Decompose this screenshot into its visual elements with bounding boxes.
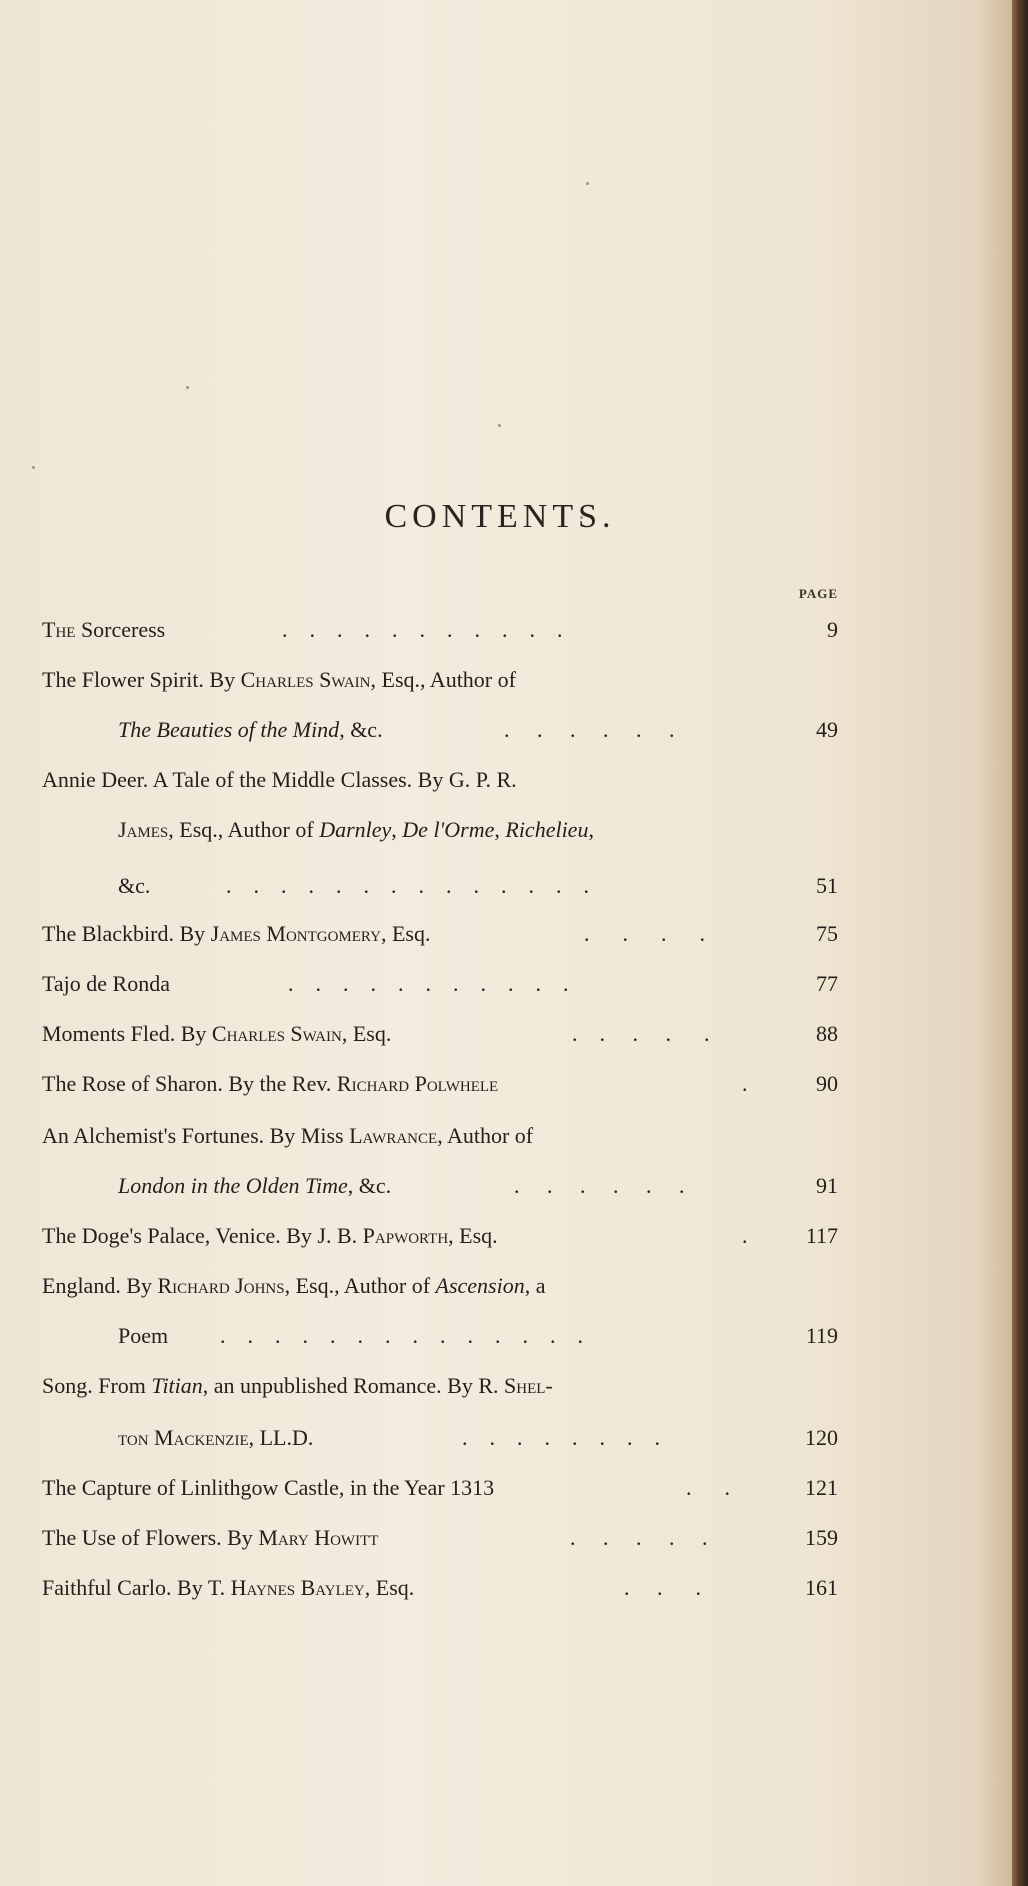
toc-entry-continuation: The Beauties of the Mind, &c. <box>118 717 383 742</box>
toc-page-number: 51 <box>816 873 838 898</box>
toc-page-number: 161 <box>805 1575 838 1600</box>
toc-entry-title: England. By Richard Johns, Esq., Author of Ascension, a <box>42 1273 546 1298</box>
toc-entry-title: Moments Fled. By Charles Swain, Esq. <box>42 1021 392 1046</box>
toc-page-number: 88 <box>816 1021 838 1046</box>
toc-page-number: 120 <box>805 1425 838 1450</box>
toc-entry-title: Song. From Titian, an unpublished Romance. By R. Shel- <box>42 1373 553 1398</box>
toc-page-number: 49 <box>816 717 838 742</box>
toc-page-number: 75 <box>816 921 838 946</box>
toc-page-number: 90 <box>816 1071 838 1096</box>
leader-dots: . . <box>686 1475 730 1500</box>
page-column-label: PAGE <box>798 586 838 601</box>
leader-dots: . . . . . . . . . . . <box>288 971 569 996</box>
toc-entry-title: An Alchemist's Fortunes. By Miss Lawrance, Author of <box>42 1123 534 1148</box>
leader-dots: . . . . . <box>572 1021 710 1046</box>
toc-entry-continuation: ton Mackenzie, LL.D. <box>118 1425 314 1450</box>
toc-entry-title: The Rose of Sharon. By the Rev. Richard Polwhele <box>42 1071 499 1096</box>
leader-dots: . . . . . . . . . . . . . . <box>226 873 589 898</box>
leader-dots: . <box>742 1071 748 1096</box>
toc-entry-title: The Use of Flowers. By Mary Howitt <box>42 1525 379 1550</box>
ink-speck <box>498 424 501 427</box>
toc-entry-continuation: &c. <box>118 873 151 898</box>
toc-page-number: 159 <box>805 1525 838 1550</box>
leader-dots: . . . . . . . . <box>462 1425 660 1450</box>
leader-dots: . . . . <box>584 921 705 946</box>
toc-page-number: 117 <box>805 1223 838 1248</box>
leader-dots: . . . . . . . . . . . <box>282 617 563 642</box>
toc-entry-title: The Blackbird. By James Montgomery, Esq. <box>42 921 431 946</box>
toc-entry-continuation: London in the Olden Time, &c. <box>118 1173 392 1198</box>
book-spine-edge <box>1012 0 1028 1886</box>
toc-entry-continuation: Poem <box>118 1323 169 1348</box>
leader-dots: . <box>742 1223 748 1248</box>
toc-entry-title: The Doge's Palace, Venice. By J. B. Papworth, Esq. <box>42 1223 498 1248</box>
toc-entry-title: Faithful Carlo. By T. Haynes Bayley, Esq. <box>42 1575 415 1600</box>
toc-page-number: 119 <box>805 1323 838 1348</box>
ink-speck <box>32 466 35 469</box>
toc-entry-title: The Capture of Linlithgow Castle, in the Year 1313 <box>42 1475 495 1500</box>
toc-entry-title: The Sorceress <box>42 617 166 642</box>
leader-dots: . . . <box>624 1575 701 1600</box>
page-title: CONTENTS. <box>384 498 616 535</box>
leader-dots: . . . . . . . . . . . . . . <box>220 1323 583 1348</box>
toc-page-number: 9 <box>827 617 838 642</box>
toc-page-number: 77 <box>816 971 838 996</box>
leader-dots: . . . . . <box>570 1525 708 1550</box>
ink-speck <box>186 386 189 389</box>
leader-dots: . . . . . . <box>504 717 675 742</box>
toc-entry-title: The Flower Spirit. By Charles Swain, Esq., Author of <box>42 667 516 692</box>
ink-speck <box>586 182 589 185</box>
leader-dots: . . . . . . <box>514 1173 685 1198</box>
toc-entry-continuation: James, Esq., Author of Darnley, De l'Orme, Richelieu, <box>118 817 594 842</box>
toc-entry-title: Annie Deer. A Tale of the Middle Classes. By G. P. R. <box>42 767 517 792</box>
toc-page-number: 121 <box>805 1475 838 1500</box>
toc-entry-title: Tajo de Ronda <box>42 971 170 996</box>
toc-page-number: 91 <box>816 1173 838 1198</box>
